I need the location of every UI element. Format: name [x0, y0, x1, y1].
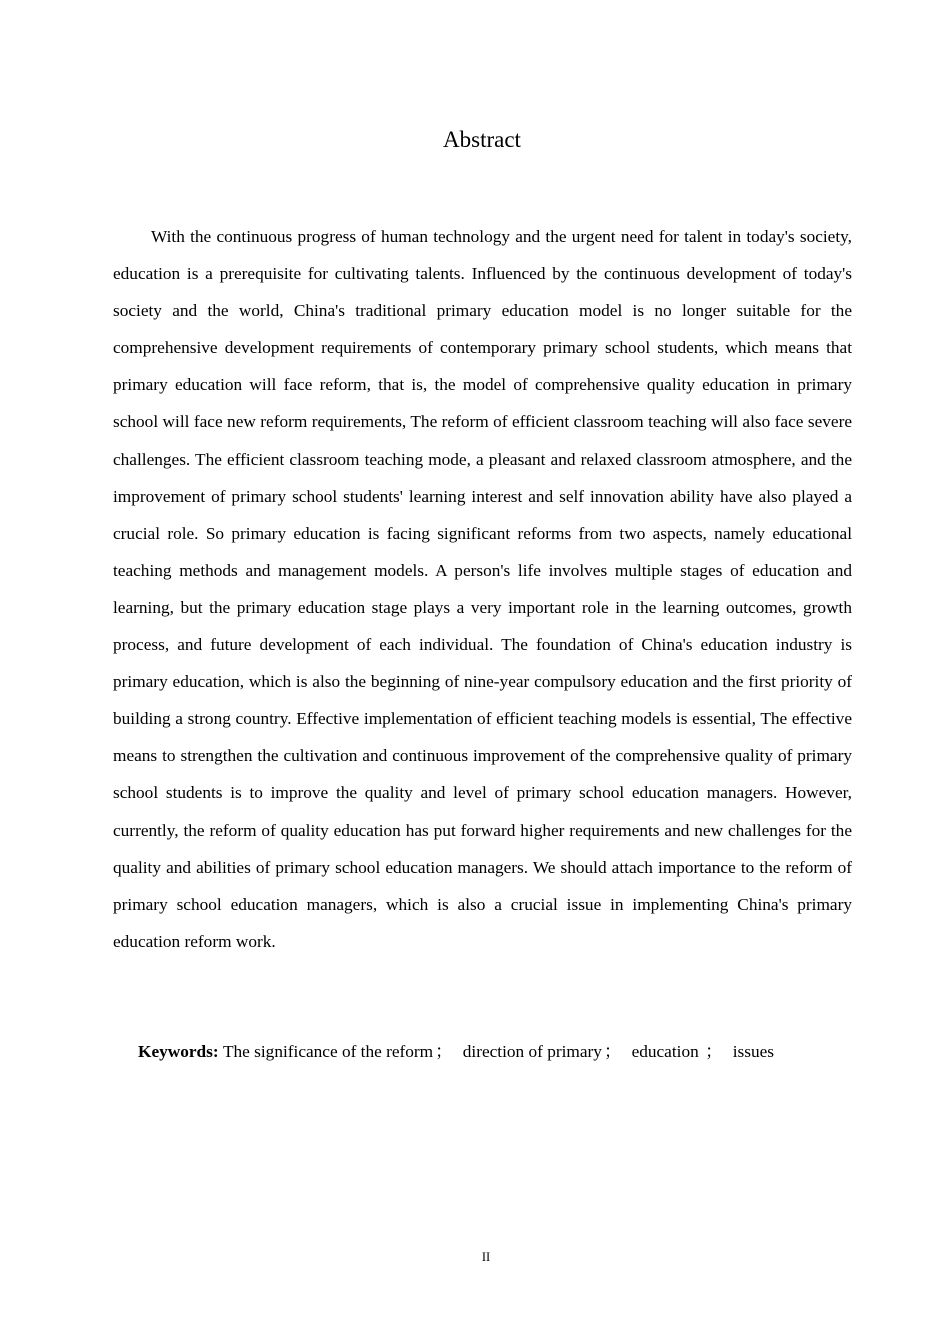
keyword-item: education: [631, 1042, 699, 1061]
keyword-separator: ；: [603, 1042, 622, 1061]
keyword-item: issues: [732, 1042, 774, 1061]
keyword-item: direction of primary: [462, 1042, 602, 1061]
keywords-line: [138, 1037, 858, 1067]
keyword-separator: ；: [705, 1042, 723, 1061]
keyword-separator: ；: [435, 1042, 453, 1061]
page-number: II: [481, 1250, 491, 1264]
keyword-item: The significance of the reform: [222, 1042, 434, 1061]
abstract-body: With the continuous progress of human technology and the urgent need for talent in today's society, education is a prerequisite for cultivating talents. Influenced by the continuous development of today's society and the world, China's traditional primary education model is no longer suitable for the comprehensive development requirements of contemporary primary school students, which means that primary education will face reform, that is, the model of comprehensive quality education in primary school will face new reform requirements, The reform of efficient classroom teaching will also face severe challenges. The efficient classroom teaching mode, a pleasant and relaxed classroom atmosphere, and the improvement of primary school students' learning interest and self innovation ability have also played a crucial role. So primary education is facing significant reforms from two aspects, namely educational teaching methods and management models. A person's life involves multiple stages of education and learning, but the primary education stage plays a very important role in the learning outcomes, growth process, and future development of each individual. The foundation of China's education industry is primary education, which is also the beginning of nine-year compulsory education and the first priority of building a strong country. Effective implementation of efficient teaching models is essential, The effective means to strengthen the cultivation and continuous improvement of the comprehensive quality of primary school students is to improve the quality and level of primary school education managers. However, currently, the reform of quality education has put forward higher requirements and new challenges for the quality and abilities of primary school education managers. We should attach importance to the reform of primary school education managers, which is also a crucial issue in implementing China's primary education reform work.: [113, 227, 852, 951]
keywords-label: Keywords:: [138, 1042, 219, 1061]
abstract-title: Abstract: [443, 127, 521, 152]
